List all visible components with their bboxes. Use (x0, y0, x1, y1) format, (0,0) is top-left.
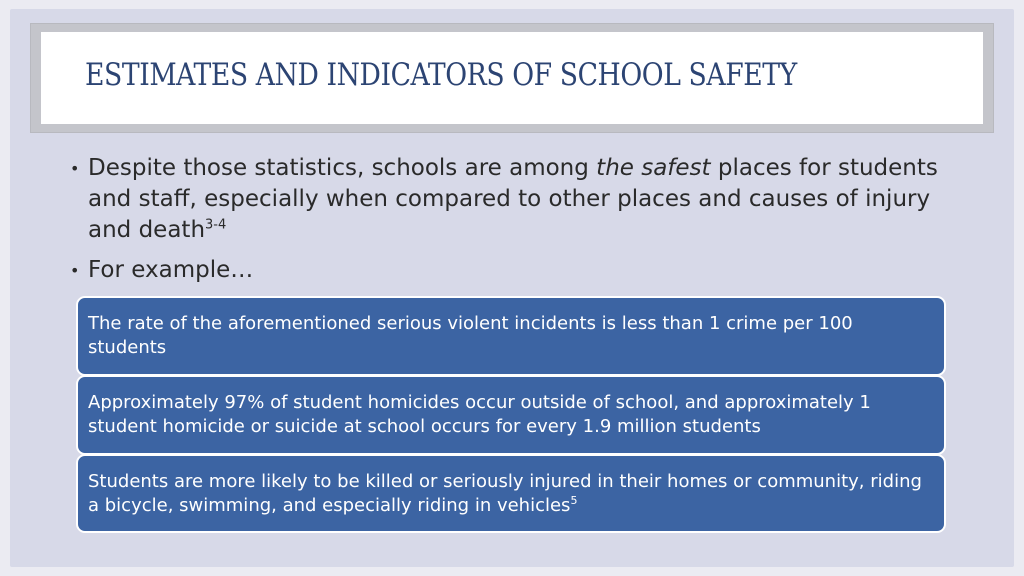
bullet-text: Despite those statistics, schools are among (88, 155, 597, 181)
fact-text-span: The rate of the aforementioned serious violent incidents is less than 1 crime per 100 students (88, 313, 853, 358)
fact-text (88, 312, 934, 360)
bullet-dot-icon: • (70, 261, 80, 280)
bullet-text-cont: places for students and staff, especially when compared to other places and causes of injury and death (88, 155, 938, 243)
fact-text (88, 391, 934, 439)
slide (10, 9, 1014, 567)
fact-box (76, 296, 946, 376)
bullet-emphasis: the safest (596, 155, 711, 181)
fact-box (76, 454, 946, 533)
slide-title: ESTIMATES AND INDICATORS OF SCHOOL SAFETY (85, 57, 797, 93)
bullet-dot-icon: • (70, 159, 80, 178)
fact-box (76, 375, 946, 455)
bullet-item (68, 153, 948, 246)
bullet-item (68, 255, 948, 286)
title-frame (30, 23, 994, 133)
fact-text-span: Students are more likely to be killed or seriously injured in their homes or community, riding a bicycle, swimming, and especially riding in vehicles (88, 470, 922, 516)
citation: 5 (570, 493, 578, 507)
bullet-text: For example… (88, 257, 254, 283)
bullet-list (68, 153, 948, 286)
fact-text (88, 470, 934, 518)
fact-text-span: Approximately 97% of student homicides occur outside of school, and approximately 1 student homicide or suicide at school occurs for every 1.9 million students (88, 392, 871, 437)
title-box (41, 32, 983, 124)
citation: 3-4 (205, 217, 227, 233)
